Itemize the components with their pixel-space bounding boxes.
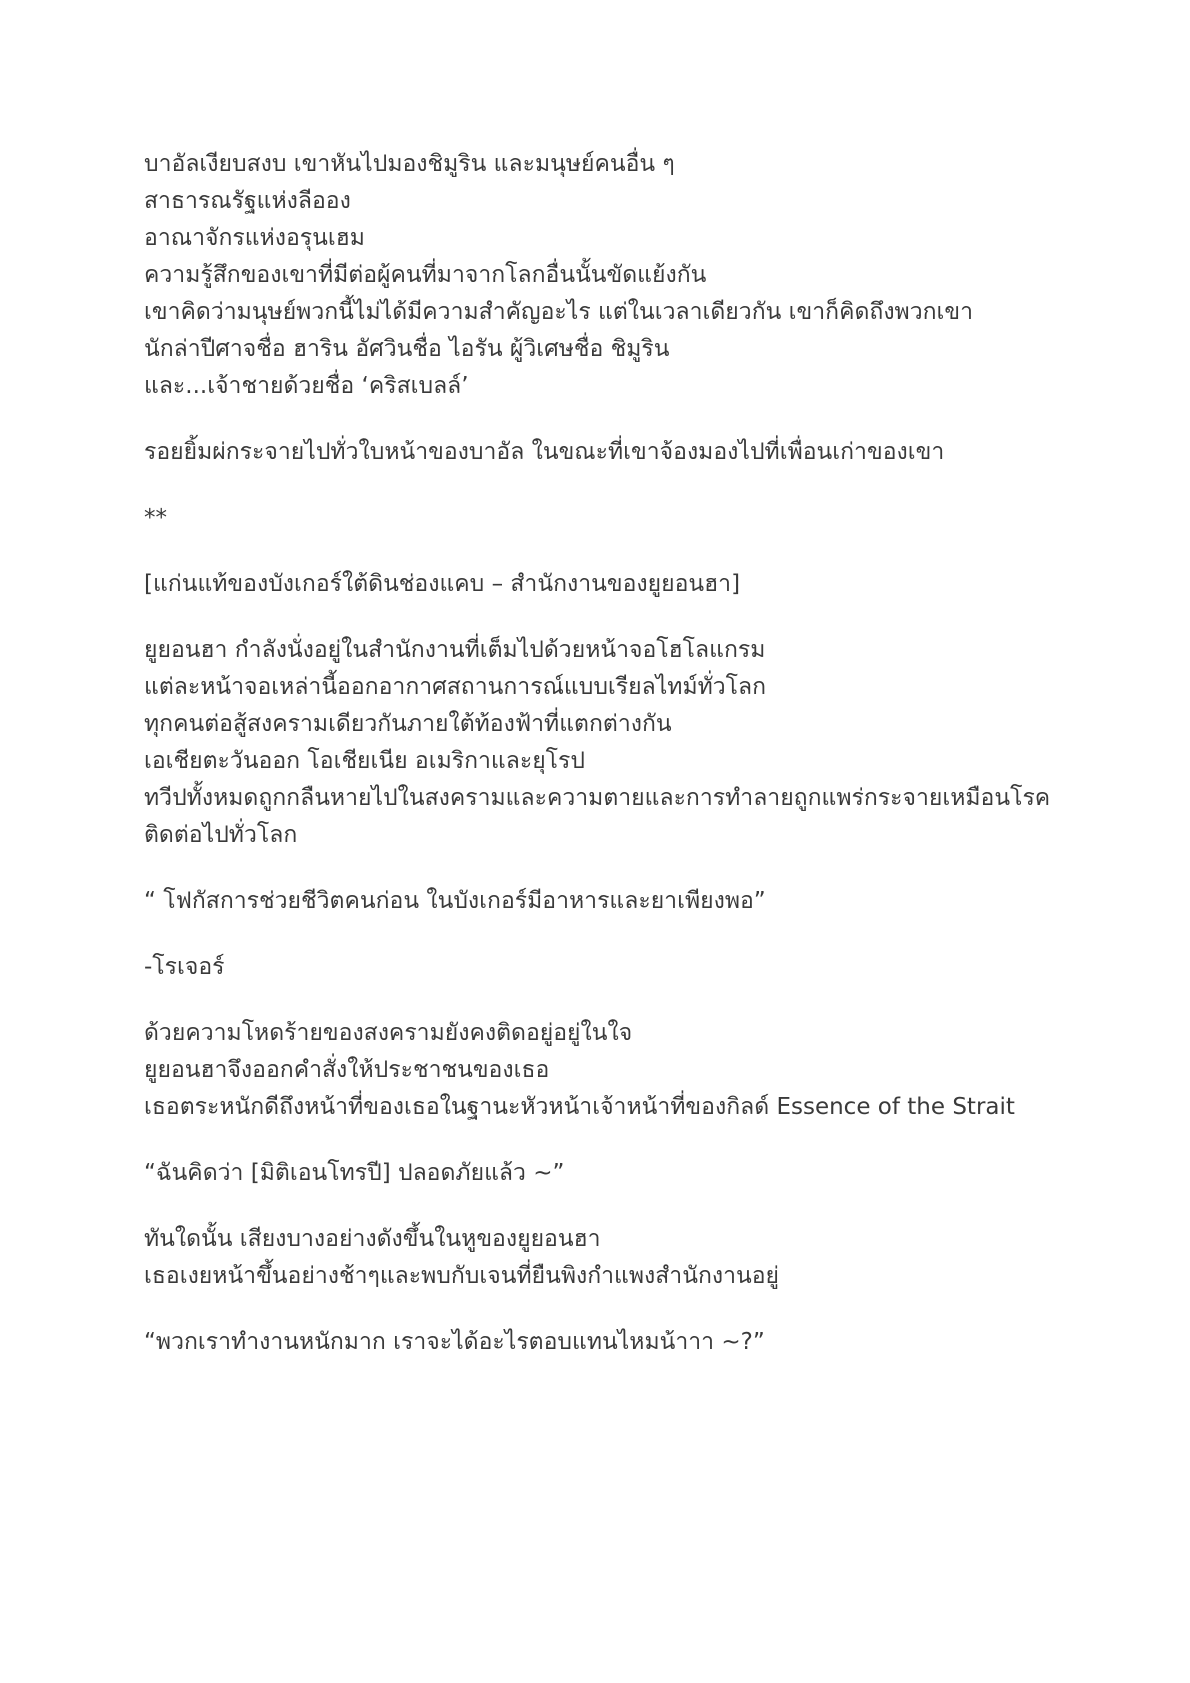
separator-text: ** bbox=[144, 505, 167, 531]
text-line: เธอเงยหน้าขึ้นอย่างช้าๆและพบกับเจนที่ยืนพิงกำแพงสำนักงานอยู่ bbox=[144, 1263, 780, 1289]
document-page bbox=[144, 146, 1074, 1390]
paragraph bbox=[144, 1221, 1074, 1295]
paragraph bbox=[144, 146, 1074, 405]
text-line: เธอตระหนักดีถึงหน้าที่ของเธอในฐานะหัวหน้าเจ้าหน้าที่ของกิลด์ Essence of the Strait bbox=[144, 1094, 1015, 1120]
text-line: ยูยอนฮา กำลังนั่งอยู่ในสำนักงานที่เต็มไปด้วยหน้าจอโฮโลแกรม bbox=[144, 637, 766, 663]
paragraph bbox=[144, 1015, 1074, 1126]
paragraph bbox=[144, 632, 1074, 854]
section-separator bbox=[144, 500, 1074, 537]
dialogue-paragraph bbox=[144, 1324, 1074, 1361]
text-line: แต่ละหน้าจอเหล่านี้ออกอากาศสถานการณ์แบบเรียลไทม์ทั่วโลก bbox=[144, 674, 767, 700]
text-line: ยูยอนฮาจึงออกคำสั่งให้ประชาชนของเธอ bbox=[144, 1057, 550, 1083]
text-line: ทุกคนต่อสู้สงครามเดียวกันภายใต้ท้องฟ้าที่แตกต่างกัน bbox=[144, 711, 672, 737]
text-line: “ฉันคิดว่า [มิติเอนโทรปี] ปลอดภัยแล้ว ~” bbox=[144, 1160, 565, 1186]
text-line: ด้วยความโหดร้ายของสงครามยังคงติดอยู่อยู่ในใจ bbox=[144, 1020, 633, 1046]
text-line: ความรู้สึกของเขาที่มีต่อผู้คนที่มาจากโลกอื่นนั้นขัดแย้งกัน bbox=[144, 262, 707, 288]
text-line: นักล่าปีศาจชื่อ ฮาริน อัศวินชื่อ ไอรัน ผู้วิเศษชื่อ ชิมูริน bbox=[144, 336, 670, 362]
text-line: ทวีปทั้งหมดถูกกลืนหายไปในสงครามและความตายและการทำลายถูกแพร่กระจายเหมือนโรคติดต่อไปทั่วโลก bbox=[144, 785, 1051, 848]
text-line: เอเชียตะวันออก โอเชียเนีย อเมริกาและยุโรป bbox=[144, 748, 585, 774]
text-line: รอยยิ้มผ่กระจายไปทั่วใบหน้าของบาอัล ในขณะที่เขาจ้องมองไปที่เพื่อนเก่าของเขา bbox=[144, 439, 945, 465]
text-line: “ โฟกัสการช่วยชีวิตคนก่อน ในบังเกอร์มีอาหารและยาเพียงพอ” bbox=[144, 888, 766, 914]
text-line: อาณาจักรแห่งอรุนเฮม bbox=[144, 225, 365, 251]
text-line: “พวกเราทำงานหนักมาก เราจะได้อะไรตอบแทนไหมน้าาา ~?” bbox=[144, 1329, 765, 1355]
text-line: และ...เจ้าชายด้วยชื่อ ‘คริสเบลล์’ bbox=[144, 373, 469, 399]
dialogue-paragraph bbox=[144, 1155, 1074, 1192]
text-line: บาอัลเงียบสงบ เขาหันไปมองชิมูริน และมนุษย์คนอื่น ๆ bbox=[144, 151, 675, 177]
text-line: [แก่นแท้ของบังเกอร์ใต้ดินช่องแคบ – สำนักงานของยูยอนฮา] bbox=[144, 571, 741, 597]
text-line: ทันใดนั้น เสียงบางอย่างดังขึ้นในหูของยูยอนฮา bbox=[144, 1226, 601, 1252]
text-line: สาธารณรัฐแห่งลีออง bbox=[144, 188, 351, 214]
scene-heading bbox=[144, 566, 1074, 603]
text-line: -โรเจอร์ bbox=[144, 954, 225, 980]
attribution-paragraph bbox=[144, 949, 1074, 986]
paragraph bbox=[144, 434, 1074, 471]
text-line: เขาคิดว่ามนุษย์พวกนี้ไม่ได้มีความสำคัญอะไร แต่ในเวลาเดียวกัน เขาก็คิดถึงพวกเขา bbox=[144, 299, 974, 325]
dialogue-paragraph bbox=[144, 883, 1074, 920]
